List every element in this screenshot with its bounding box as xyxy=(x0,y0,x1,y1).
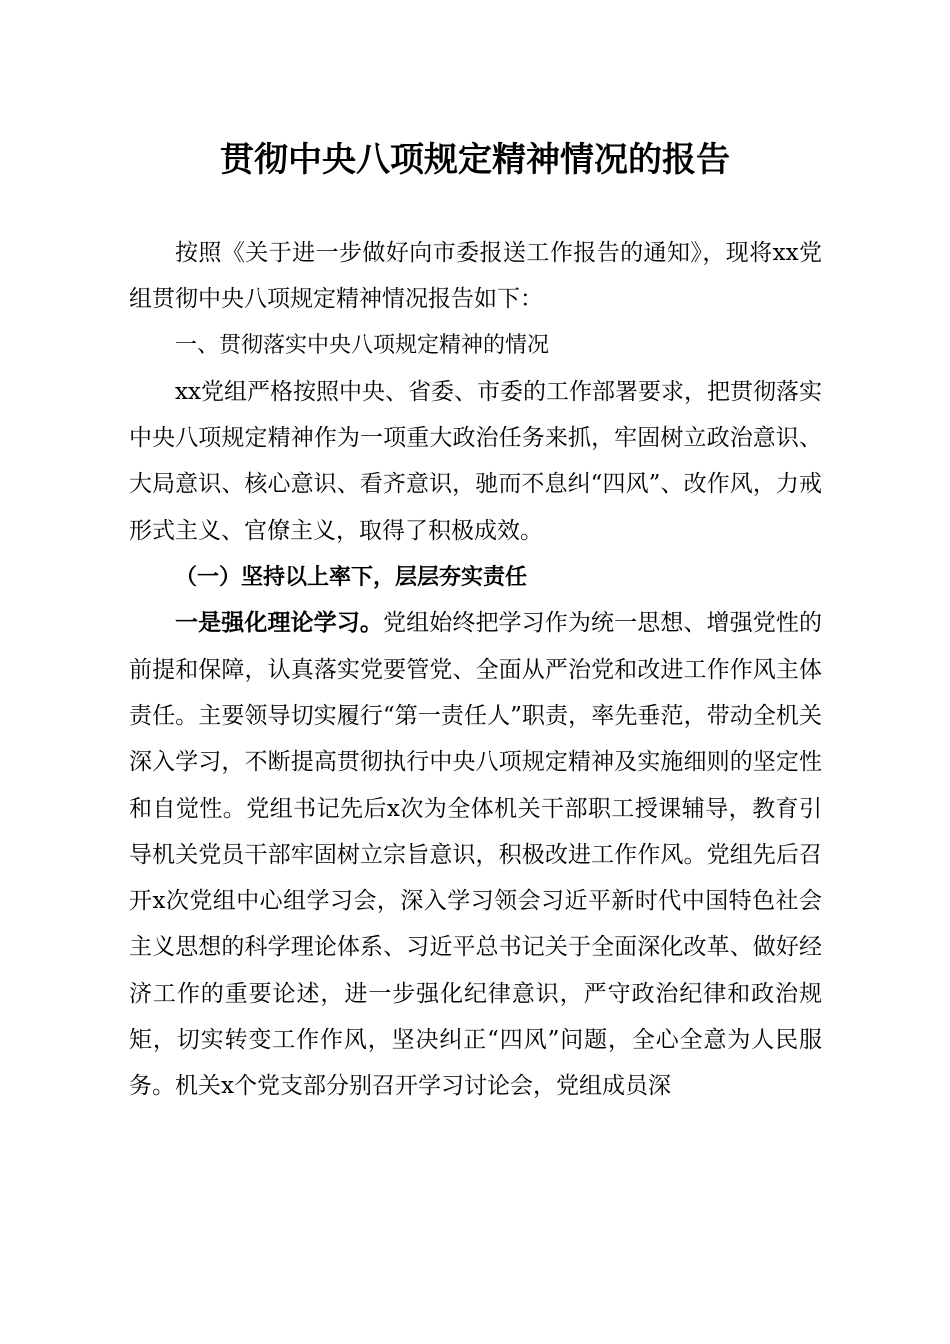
intro-paragraph: 按照《关于进一步做好向市委报送工作报告的通知》，现将xx党组贯彻中央八项规定精神情况报告如下： xyxy=(129,240,822,313)
subsection-heading: （一）坚持以上率下，层层夯实责任 xyxy=(175,564,528,591)
body-paragraph xyxy=(129,600,822,1109)
document-body xyxy=(129,230,822,1110)
paragraph-text: 党组始终把学习作为统一思想、增强党性的前提和保障，认真落实党要管党、全面从严治党和改进工作作风主体责任。主要领导切实履行“第一责任人”职责，率先垂范，带动全机关深入学习，不断提高贯彻执行中央八项规定精神及实施细则的坚定性和自觉性。党组书记先后x次为全体机关干部职工授课辅导，教育引导机关党员干部牢固树立宗旨意识，积极改进工作作风。党组先后召开x次党组中心组学习会，深入学习领会习近平新时代中国特色社会主义思想的科学理论体系、习近平总书记关于全面深化改革、做好经济工作的重要论述，进一步强化纪律意识，严守政治纪律和政治规矩，切实转变工作作风，坚决纠正“四风”问题，全心全意为人民服务。机关x个党支部分别召开学习讨论会，党组成员深 xyxy=(129,610,823,1100)
section-paragraph: xx党组严格按照中央、省委、市委的工作部署要求，把贯彻落实中央八项规定精神作为一项重大政治任务来抓，牢固树立政治意识、大局意识、核心意识、看齐意识，驰而不息纠“四风”、改作风，力戒形式主义、官僚主义，取得了积极成效。 xyxy=(129,378,822,544)
paragraph-lead: 一是强化理论学习。 xyxy=(175,609,383,637)
section-heading: 一、贯彻落实中央八项规定精神的情况 xyxy=(175,332,550,358)
document-title: 贯彻中央八项规定精神情况的报告 xyxy=(220,140,730,180)
